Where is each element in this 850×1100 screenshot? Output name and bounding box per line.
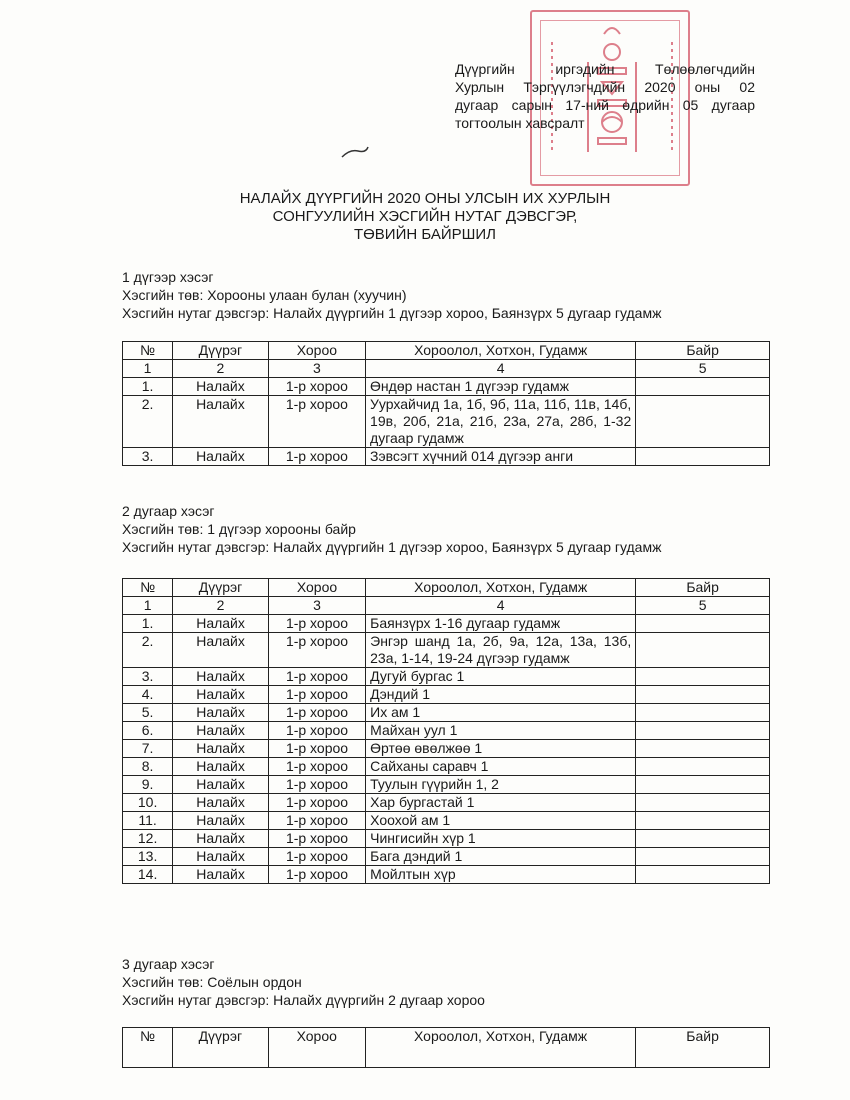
header-number: 4 xyxy=(366,597,636,615)
cell-district: Налайх xyxy=(173,830,269,848)
cell-no: 7. xyxy=(123,740,173,758)
cell-khoroo: 1-р хороо xyxy=(268,378,365,396)
table-number-row xyxy=(123,360,770,378)
cell-street: Майхан уул 1 xyxy=(366,722,636,740)
table-row xyxy=(123,704,770,722)
cell-district: Налайх xyxy=(173,396,269,448)
table-row xyxy=(123,686,770,704)
cell-street: Зэвсэгт хүчний 014 дүгээр анги xyxy=(366,448,636,466)
table-row xyxy=(123,740,770,758)
cell-no: 14. xyxy=(123,866,173,884)
cell-no: 6. xyxy=(123,722,173,740)
cell-khoroo: 1-р хороо xyxy=(268,740,365,758)
table-header-row xyxy=(123,342,770,360)
section-3-table xyxy=(122,1027,770,1068)
cell-street: Чингисийн хүр 1 xyxy=(366,830,636,848)
cell-khoroo: 1-р хороо xyxy=(268,830,365,848)
cell-khoroo: 1-р хороо xyxy=(268,758,365,776)
cell-district: Налайх xyxy=(173,848,269,866)
table-row xyxy=(123,448,770,466)
cell-khoroo: 1-р хороо xyxy=(268,668,365,686)
cell-building xyxy=(636,448,770,466)
table-row xyxy=(123,615,770,633)
table-row xyxy=(123,830,770,848)
cell-street: Сайханы саравч 1 xyxy=(366,758,636,776)
cell-khoroo: 1-р хороо xyxy=(268,448,365,466)
header-building: Байр xyxy=(636,1028,770,1068)
cell-street: Уурхайчид 1а, 1б, 9б, 11а, 11б, 11в, 14б, 19в, 20б, 21а, 21б, 23а, 27а, 28б, 1-32 дугаар гудамж xyxy=(366,396,636,448)
header-number: 2 xyxy=(173,360,269,378)
header-number: 1 xyxy=(123,360,173,378)
cell-khoroo: 1-р хороо xyxy=(268,848,365,866)
header-number: 5 xyxy=(636,360,770,378)
section-2-table xyxy=(122,578,770,884)
header-number: 3 xyxy=(268,360,365,378)
cell-street: Энгэр шанд 1а, 2б, 9а, 12а, 13а, 13б, 23а, 1-14, 19-24 дүгээр гудамж xyxy=(366,633,636,668)
cell-building xyxy=(636,776,770,794)
section-name: 2 дугаар хэсэг xyxy=(122,503,215,519)
section-name: 1 дүгээр хэсэг xyxy=(122,269,214,285)
header-street: Хороолол, Хотхон, Гудамж xyxy=(366,342,636,360)
cell-no: 1. xyxy=(123,378,173,396)
cell-street: Өндөр настан 1 дүгээр гудамж xyxy=(366,378,636,396)
cell-district: Налайх xyxy=(173,378,269,396)
section-name: 3 дугаар хэсэг xyxy=(122,956,215,972)
cell-building xyxy=(636,686,770,704)
header-building: Байр xyxy=(636,579,770,597)
cell-building xyxy=(636,633,770,668)
cell-district: Налайх xyxy=(173,758,269,776)
table-row xyxy=(123,378,770,396)
header-number: 3 xyxy=(268,597,365,615)
table-row xyxy=(123,812,770,830)
cell-street: Хар бургастай 1 xyxy=(366,794,636,812)
cell-khoroo: 1-р хороо xyxy=(268,396,365,448)
header-khoroo: Хороо xyxy=(268,579,365,597)
section-center: Хэсгийн төв: 1 дүгээр хорооны байр xyxy=(122,521,356,537)
cell-street: Мойлтын хүр xyxy=(366,866,636,884)
header-building: Байр xyxy=(636,342,770,360)
cell-no: 12. xyxy=(123,830,173,848)
table-header-row xyxy=(123,1028,770,1068)
cell-building xyxy=(636,740,770,758)
cell-district: Налайх xyxy=(173,794,269,812)
header-khoroo: Хороо xyxy=(268,342,365,360)
table-header-row xyxy=(123,579,770,597)
cell-street: Дэндий 1 xyxy=(366,686,636,704)
section-territory: Хэсгийн нутаг дэвсгэр: Налайх дүүргийн 1 дүгээр хороо, Баянзүрх 5 дугаар гудамж xyxy=(122,305,662,321)
table-row xyxy=(123,633,770,668)
header-district: Дүүрэг xyxy=(173,1028,269,1068)
header-no: № xyxy=(123,1028,173,1068)
cell-street: Дугуй бургас 1 xyxy=(366,668,636,686)
header-street: Хороолол, Хотхон, Гудамж xyxy=(365,1028,635,1068)
cell-no: 4. xyxy=(123,686,173,704)
cell-building xyxy=(636,704,770,722)
cell-district: Налайх xyxy=(173,812,269,830)
header-street: Хороолол, Хотхон, Гудамж xyxy=(366,579,636,597)
cell-no: 13. xyxy=(123,848,173,866)
cell-street: Туулын гүүрийн 1, 2 xyxy=(366,776,636,794)
appendix-note-line4: тогтоолын хавсралт xyxy=(455,115,585,131)
appendix-note-line2: Хурлын Тэргүүлэгчдийн 2020 оны 02 xyxy=(455,79,755,95)
cell-street: Хоохой ам 1 xyxy=(366,812,636,830)
section-3-info xyxy=(122,955,772,1009)
title-line3: ТӨВИЙН БАЙРШИЛ xyxy=(353,226,497,243)
cell-district: Налайх xyxy=(173,866,269,884)
header-district: Дүүрэг xyxy=(173,579,269,597)
cell-no: 8. xyxy=(123,758,173,776)
cell-district: Налайх xyxy=(173,668,269,686)
table-row xyxy=(123,776,770,794)
document-title xyxy=(100,190,750,244)
cell-khoroo: 1-р хороо xyxy=(268,866,365,884)
section-1-info xyxy=(122,268,772,322)
cell-district: Налайх xyxy=(173,722,269,740)
section-territory: Хэсгийн нутаг дэвсгэр: Налайх дүүргийн 1 дүгээр хороо, Баянзүрх 5 дугаар гудамж xyxy=(122,539,662,555)
cell-building xyxy=(636,830,770,848)
cell-district: Налайх xyxy=(173,740,269,758)
cell-district: Налайх xyxy=(173,633,269,668)
table-row xyxy=(123,758,770,776)
cell-khoroo: 1-р хороо xyxy=(268,686,365,704)
cell-street: Баянзүрх 1-16 дугаар гудамж xyxy=(366,615,636,633)
cell-building xyxy=(636,668,770,686)
cell-no: 1. xyxy=(123,615,173,633)
cell-building xyxy=(636,378,770,396)
cell-district: Налайх xyxy=(173,686,269,704)
cell-no: 2. xyxy=(123,396,173,448)
cell-khoroo: 1-р хороо xyxy=(268,812,365,830)
cell-khoroo: 1-р хороо xyxy=(268,794,365,812)
table-row xyxy=(123,396,770,448)
cell-no: 3. xyxy=(123,668,173,686)
section-2-info xyxy=(122,502,772,556)
cell-no: 2. xyxy=(123,633,173,668)
cell-khoroo: 1-р хороо xyxy=(268,722,365,740)
cell-street: Бага дэндий 1 xyxy=(366,848,636,866)
cell-building xyxy=(636,794,770,812)
cell-building xyxy=(636,758,770,776)
cell-street: Их ам 1 xyxy=(366,704,636,722)
table-number-row xyxy=(123,597,770,615)
cell-building xyxy=(636,848,770,866)
cell-no: 3. xyxy=(123,448,173,466)
cell-no: 11. xyxy=(123,812,173,830)
table-row xyxy=(123,794,770,812)
section-center: Хэсгийн төв: Хорооны улаан булан (хуучин) xyxy=(122,287,407,303)
header-number: 2 xyxy=(173,597,269,615)
cell-building xyxy=(636,722,770,740)
table-row xyxy=(123,848,770,866)
header-number: 5 xyxy=(636,597,770,615)
cell-street: Өртөө өвөлжөө 1 xyxy=(366,740,636,758)
appendix-note xyxy=(455,60,755,132)
header-number: 4 xyxy=(366,360,636,378)
header-khoroo: Хороо xyxy=(268,1028,365,1068)
cell-khoroo: 1-р хороо xyxy=(268,704,365,722)
cell-khoroo: 1-р хороо xyxy=(268,633,365,668)
cell-building xyxy=(636,866,770,884)
header-district: Дүүрэг xyxy=(173,342,269,360)
cell-district: Налайх xyxy=(173,448,269,466)
table-row xyxy=(123,722,770,740)
appendix-note-line3: дугаар сарын 17-ний өдрийн 05 дугаар xyxy=(455,97,755,113)
cell-no: 10. xyxy=(123,794,173,812)
section-territory: Хэсгийн нутаг дэвсгэр: Налайх дүүргийн 2 дугаар хороо xyxy=(122,992,485,1008)
table-row xyxy=(123,866,770,884)
title-line1: НАЛАЙХ ДҮҮРГИЙН 2020 ОНЫ УЛСЫН ИХ ХУРЛЫН xyxy=(239,190,611,207)
cell-khoroo: 1-р хороо xyxy=(268,776,365,794)
table-row xyxy=(123,668,770,686)
title-line2: СОНГУУЛИЙН ХЭСГИЙН НУТАГ ДЭВСГЭР, xyxy=(272,208,578,225)
header-no: № xyxy=(123,579,173,597)
cell-no: 9. xyxy=(123,776,173,794)
cell-building xyxy=(636,615,770,633)
cell-no: 5. xyxy=(123,704,173,722)
cell-district: Налайх xyxy=(173,704,269,722)
cell-khoroo: 1-р хороо xyxy=(268,615,365,633)
section-1-table xyxy=(122,341,770,466)
signature-mark xyxy=(340,145,370,159)
cell-building xyxy=(636,812,770,830)
section-center: Хэсгийн төв: Соёлын ордон xyxy=(122,974,302,990)
cell-district: Налайх xyxy=(173,615,269,633)
header-number: 1 xyxy=(123,597,173,615)
header-no: № xyxy=(123,342,173,360)
cell-building xyxy=(636,396,770,448)
cell-district: Налайх xyxy=(173,776,269,794)
appendix-note-line1: Дүүргийн иргэдийн Төлөөлөгчдийн xyxy=(455,61,755,77)
